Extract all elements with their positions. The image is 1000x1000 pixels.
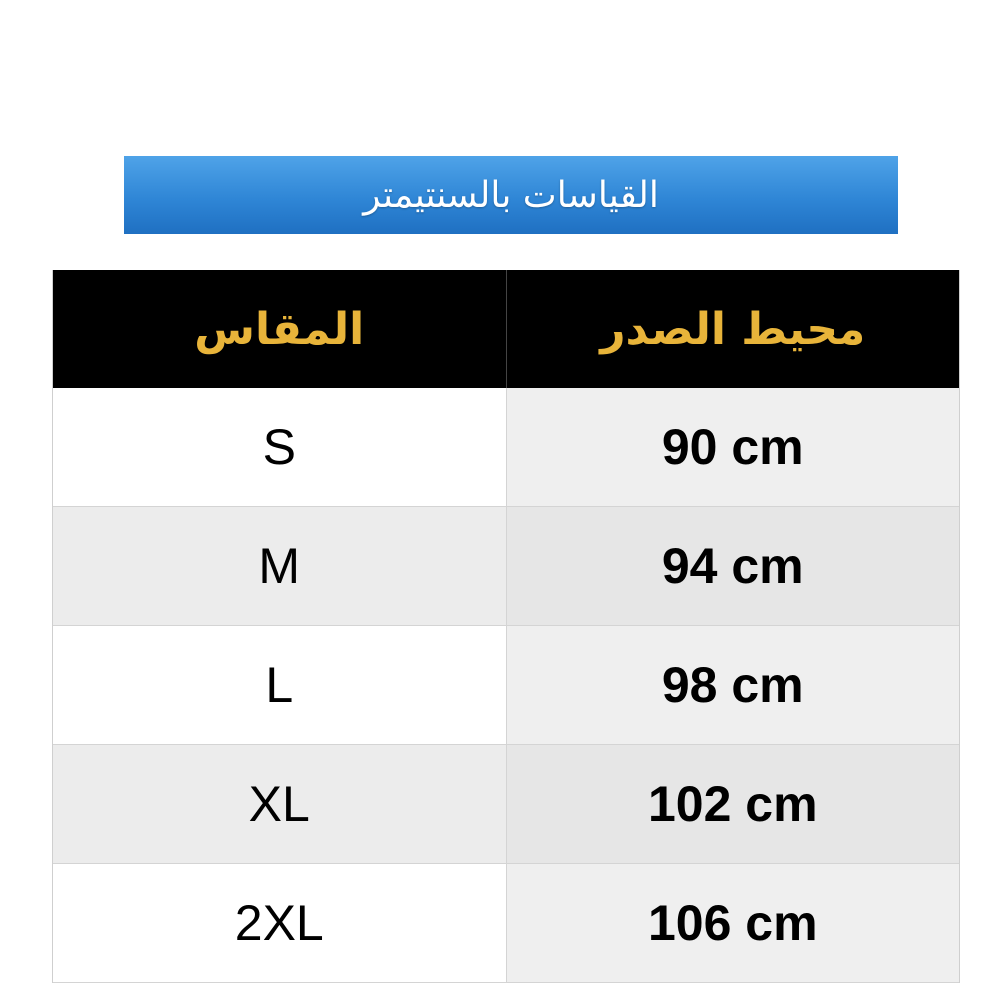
size-cell: S [53, 388, 507, 506]
table-row [53, 626, 959, 745]
header-size: المقاس [53, 270, 507, 388]
chest-cell: 106 cm [507, 864, 960, 982]
chest-cell: 90 cm [507, 388, 960, 506]
table-header-row [53, 270, 959, 388]
size-table [52, 270, 960, 983]
table-row [53, 388, 959, 507]
chest-cell: 102 cm [507, 745, 960, 863]
table-row [53, 745, 959, 864]
chest-cell: 94 cm [507, 507, 960, 625]
chart-title: القياسات بالسنتيمتر [363, 174, 659, 216]
size-cell: 2XL [53, 864, 507, 982]
header-chest: محيط الصدر [600, 303, 866, 355]
title-banner [124, 156, 898, 234]
table-row [53, 507, 959, 626]
size-cell: M [53, 507, 507, 625]
chest-cell: 98 cm [507, 626, 960, 744]
size-cell: L [53, 626, 507, 744]
size-cell: XL [53, 745, 507, 863]
table-row [53, 864, 959, 983]
